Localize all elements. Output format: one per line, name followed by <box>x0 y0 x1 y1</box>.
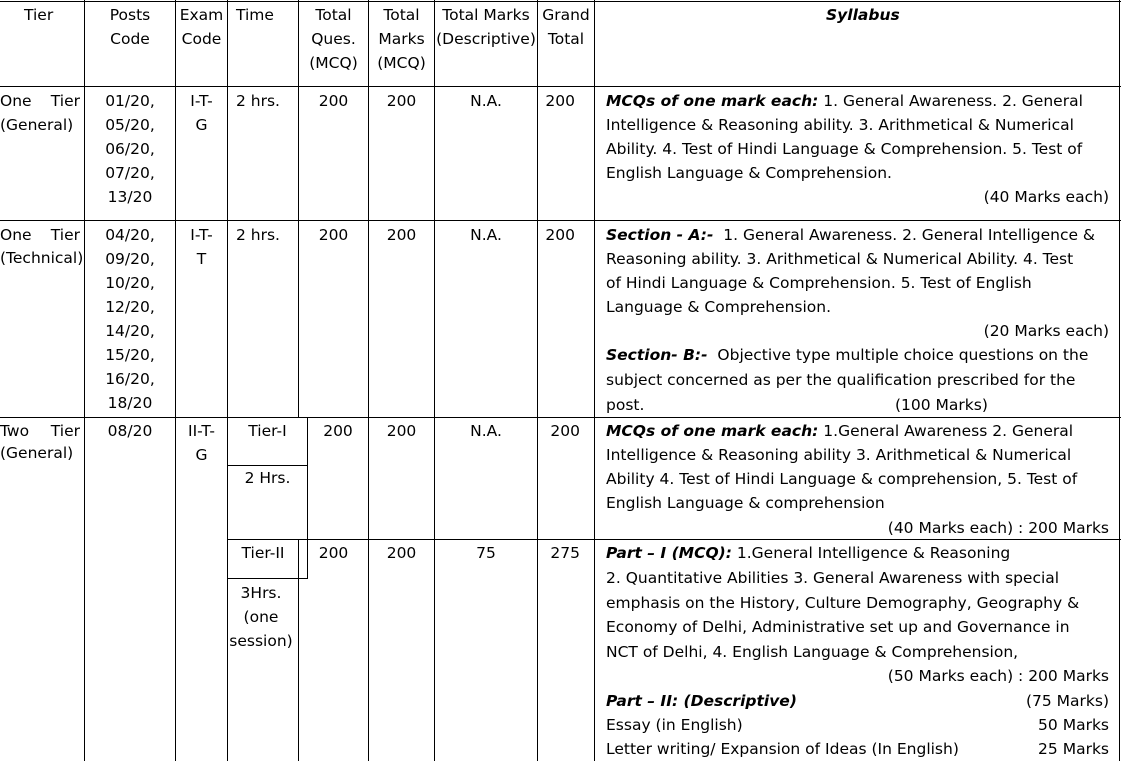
total-ques-value: 200 <box>323 422 353 440</box>
syllabus-line: Section - A:- 1. General Awareness. 2. General Intelligence & <box>606 226 1096 244</box>
header-bottom-border <box>0 86 1121 87</box>
syllabus-line: subject concerned as per the qualification prescribed for the <box>606 371 1076 389</box>
time-value: 2 hrs. <box>236 226 280 244</box>
syllabus-line: 2. Quantitative Abilities 3. General Awareness with special <box>606 569 1060 587</box>
syllabus-marks: 50 Marks <box>1038 716 1109 734</box>
syllabus-line: MCQs of one mark each: 1.General Awareness 2. General <box>606 422 1074 440</box>
total-marks-mcq-value: 200 <box>386 226 417 244</box>
syllabus-line: NCT of Delhi, 4. English Language & Comprehension, <box>606 643 1019 661</box>
table-right-border <box>1119 0 1120 761</box>
syllabus-marks: (75 Marks) <box>1025 692 1109 710</box>
header-grand-total: Grand Total <box>542 6 590 48</box>
time-subdivider <box>227 578 307 579</box>
col-divider <box>368 0 369 761</box>
header-tier: Tier <box>24 6 54 24</box>
syllabus-line: MCQs of one mark each: 1. General Awareness. 2. General <box>606 92 1083 110</box>
row-divider <box>0 220 1121 221</box>
total-ques-value: 200 <box>318 544 349 562</box>
posts-codes: 04/20, 09/20, 10/20, 12/20, 14/20, 15/20, 16/20, 18/20 <box>105 226 155 412</box>
time-value: 2 hrs. <box>236 92 280 110</box>
time-value: 2 Hrs. <box>244 469 291 487</box>
header-total-marks-descriptive: Total Marks (Descriptive) <box>436 6 536 48</box>
exam-code: I-T- T <box>190 226 213 268</box>
total-ques-value: 200 <box>318 226 349 244</box>
syllabus-marks: (50 Marks each) : 200 Marks <box>887 667 1109 685</box>
grand-total-value: 200 <box>545 226 575 244</box>
header-exam-code: Exam Code <box>179 6 224 48</box>
total-marks-desc-value: N.A. <box>470 92 502 110</box>
total-marks-mcq-value: 200 <box>386 544 417 562</box>
tier-label: One Tier <box>0 226 80 244</box>
row-divider <box>0 417 1121 418</box>
tier-label: One Tier <box>0 92 80 110</box>
syllabus-line: Essay (in English) <box>606 716 743 734</box>
tier-label-sub: (General) <box>0 444 74 462</box>
syllabus-line: Section- B:- Objective type multiple choice questions on the <box>606 346 1089 364</box>
header-total-ques: Total Ques. (MCQ) <box>309 6 358 72</box>
time-value: 3Hrs. (one session) <box>229 584 293 650</box>
tier-label-sub: (Technical) <box>0 249 84 267</box>
syllabus-marks: (20 Marks each) <box>983 322 1109 340</box>
total-marks-mcq-value: 200 <box>386 92 417 110</box>
header-syllabus: Syllabus <box>826 6 900 24</box>
exam-code: I-T- G <box>190 92 213 134</box>
syllabus-line: Language & Comprehension. <box>606 298 832 316</box>
syllabus-line: emphasis on the History, Culture Demography, Geography & <box>606 594 1080 612</box>
grand-total-value: 200 <box>545 92 575 110</box>
grand-total-value: 200 <box>550 422 580 440</box>
total-ques-value: 200 <box>318 92 349 110</box>
header-posts-code: Posts Code <box>109 6 151 48</box>
col-divider <box>537 0 538 761</box>
syllabus-marks: (40 Marks each) <box>983 188 1109 206</box>
header-time: Time <box>236 6 274 24</box>
syllabus-marks: (40 Marks each) : 200 Marks <box>887 519 1109 537</box>
syllabus-line: Ability. 4. Test of Hindi Language & Comprehension. 5. Test of <box>606 140 1083 158</box>
syllabus-line: English Language & comprehension <box>606 494 885 512</box>
total-marks-mcq-value: 200 <box>386 422 417 440</box>
syllabus-line: Economy of Delhi, Administrative set up and Governance in <box>606 618 1070 636</box>
total-marks-desc-value: N.A. <box>470 226 502 244</box>
syllabus-line: Intelligence & Reasoning ability. 3. Arithmetical & Numerical <box>606 116 1074 134</box>
syllabus-line: Reasoning ability. 3. Arithmetical & Numerical Ability. 4. Test <box>606 250 1074 268</box>
exam-code: II-T- G <box>188 422 215 464</box>
total-marks-desc-value: 75 <box>476 544 496 562</box>
col-divider <box>434 0 435 761</box>
grand-total-value: 275 <box>550 544 580 562</box>
sub-tier-label: Tier-I <box>248 422 287 440</box>
syllabus-part-heading: Part – II: (Descriptive) <box>606 692 797 710</box>
syllabus-line: of Hindi Language & Comprehension. 5. Test of English <box>606 274 1032 292</box>
syllabus-line: post. <box>606 396 645 414</box>
syllabus-marks: 25 Marks <box>1038 740 1109 758</box>
table-top-border <box>0 1 1121 2</box>
col-divider <box>594 0 595 761</box>
tier-label-sub: (General) <box>0 116 74 134</box>
syllabus-line: English Language & Comprehension. <box>606 164 892 182</box>
syllabus-marks: (100 Marks) <box>895 396 988 414</box>
total-marks-desc-value: N.A. <box>470 422 502 440</box>
sub-tier-label: Tier-II <box>241 544 285 562</box>
posts-codes: 01/20, 05/20, 06/20, 07/20, 13/20 <box>105 92 155 206</box>
syllabus-line: Ability 4. Test of Hindi Language & comprehension, 5. Test of <box>606 470 1078 488</box>
tier-label: Two Tier <box>0 422 80 440</box>
syllabus-line: Letter writing/ Expansion of Ideas (In English) <box>606 740 959 758</box>
posts-codes: 08/20 <box>107 422 153 440</box>
syllabus-line: Part – I (MCQ): 1.General Intelligence & Reasoning <box>606 544 1011 562</box>
header-total-marks-mcq: Total Marks (MCQ) <box>377 6 426 72</box>
col-divider <box>298 539 299 761</box>
syllabus-line: Intelligence & Reasoning ability 3. Arithmetical & Numerical <box>606 446 1072 464</box>
